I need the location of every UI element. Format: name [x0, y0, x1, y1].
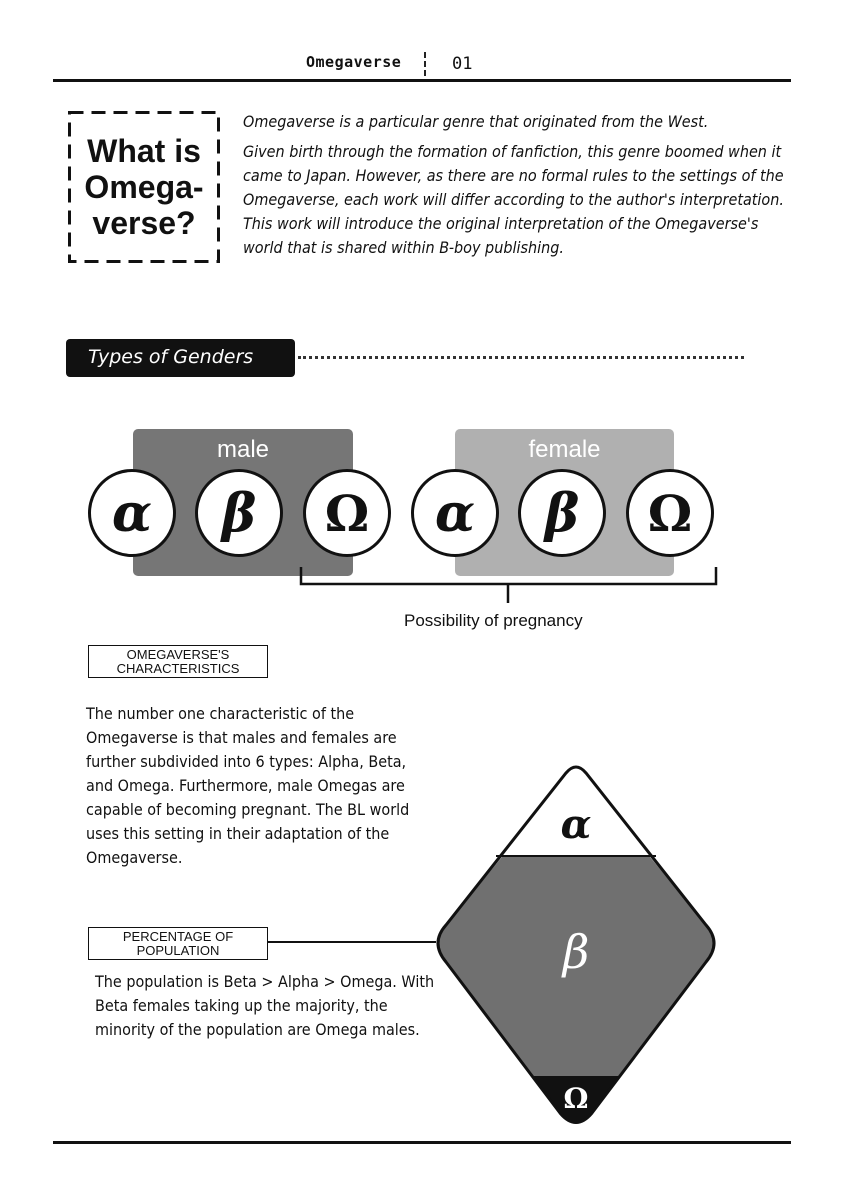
female-beta-circle: β: [518, 469, 606, 557]
characteristics-label: OMEGAVERSE'S CHARACTERISTICS: [88, 645, 268, 678]
population-label: PERCENTAGE OF POPULATION: [88, 927, 268, 960]
intro-heading-line: What is: [87, 133, 201, 169]
male-beta-circle: β: [195, 469, 283, 557]
running-header-title: Omegaverse: [306, 53, 402, 71]
page-number: 01: [452, 54, 473, 74]
intro-heading-line: Omega-: [84, 169, 204, 205]
female-omega-circle: Ω: [626, 469, 714, 557]
female-alpha-circle: α: [411, 469, 499, 557]
characteristics-text: The number one characteristic of the Omegaverse is that males and females are further subdivided into 6 types: Alpha, Beta, and Omega. Furthermore, male Omegas are capable of becoming pregnant. The BL world uses this setting in their adaptation of the Omegaverse.: [86, 704, 410, 867]
diamond-omega-symbol: Ω: [563, 1082, 589, 1115]
male-omega-circle: Ω: [303, 469, 391, 557]
female-label: female: [528, 436, 601, 463]
intro-paragraph: Omegaverse is a particular genre that originated from the West.: [243, 112, 709, 131]
footer-rule: [53, 1141, 791, 1144]
intro-heading-line: verse?: [92, 205, 196, 241]
male-label: male: [216, 436, 270, 463]
diamond-beta-symbol: β: [562, 925, 590, 979]
intro-paragraph: Given birth through the formation of fanfiction, this genre boomed when it came to Japan. However, as there are no formal rules to the settings of the Omegaverse, each work will differ according to the author's interpretation. This work will introduce the original interpretation of the Omegaverse's world that is shared within B-boy publishing.: [243, 142, 784, 257]
pregnancy-label: Possibility of pregnancy: [404, 611, 583, 630]
diamond-alpha-symbol: α: [560, 801, 592, 848]
section-banner: Types of Genders: [66, 339, 295, 377]
population-text: The population is Beta > Alpha > Omega. With Beta females taking up the majority, the minority of the population are Omega males.: [95, 972, 435, 1039]
male-alpha-circle: α: [88, 469, 176, 557]
